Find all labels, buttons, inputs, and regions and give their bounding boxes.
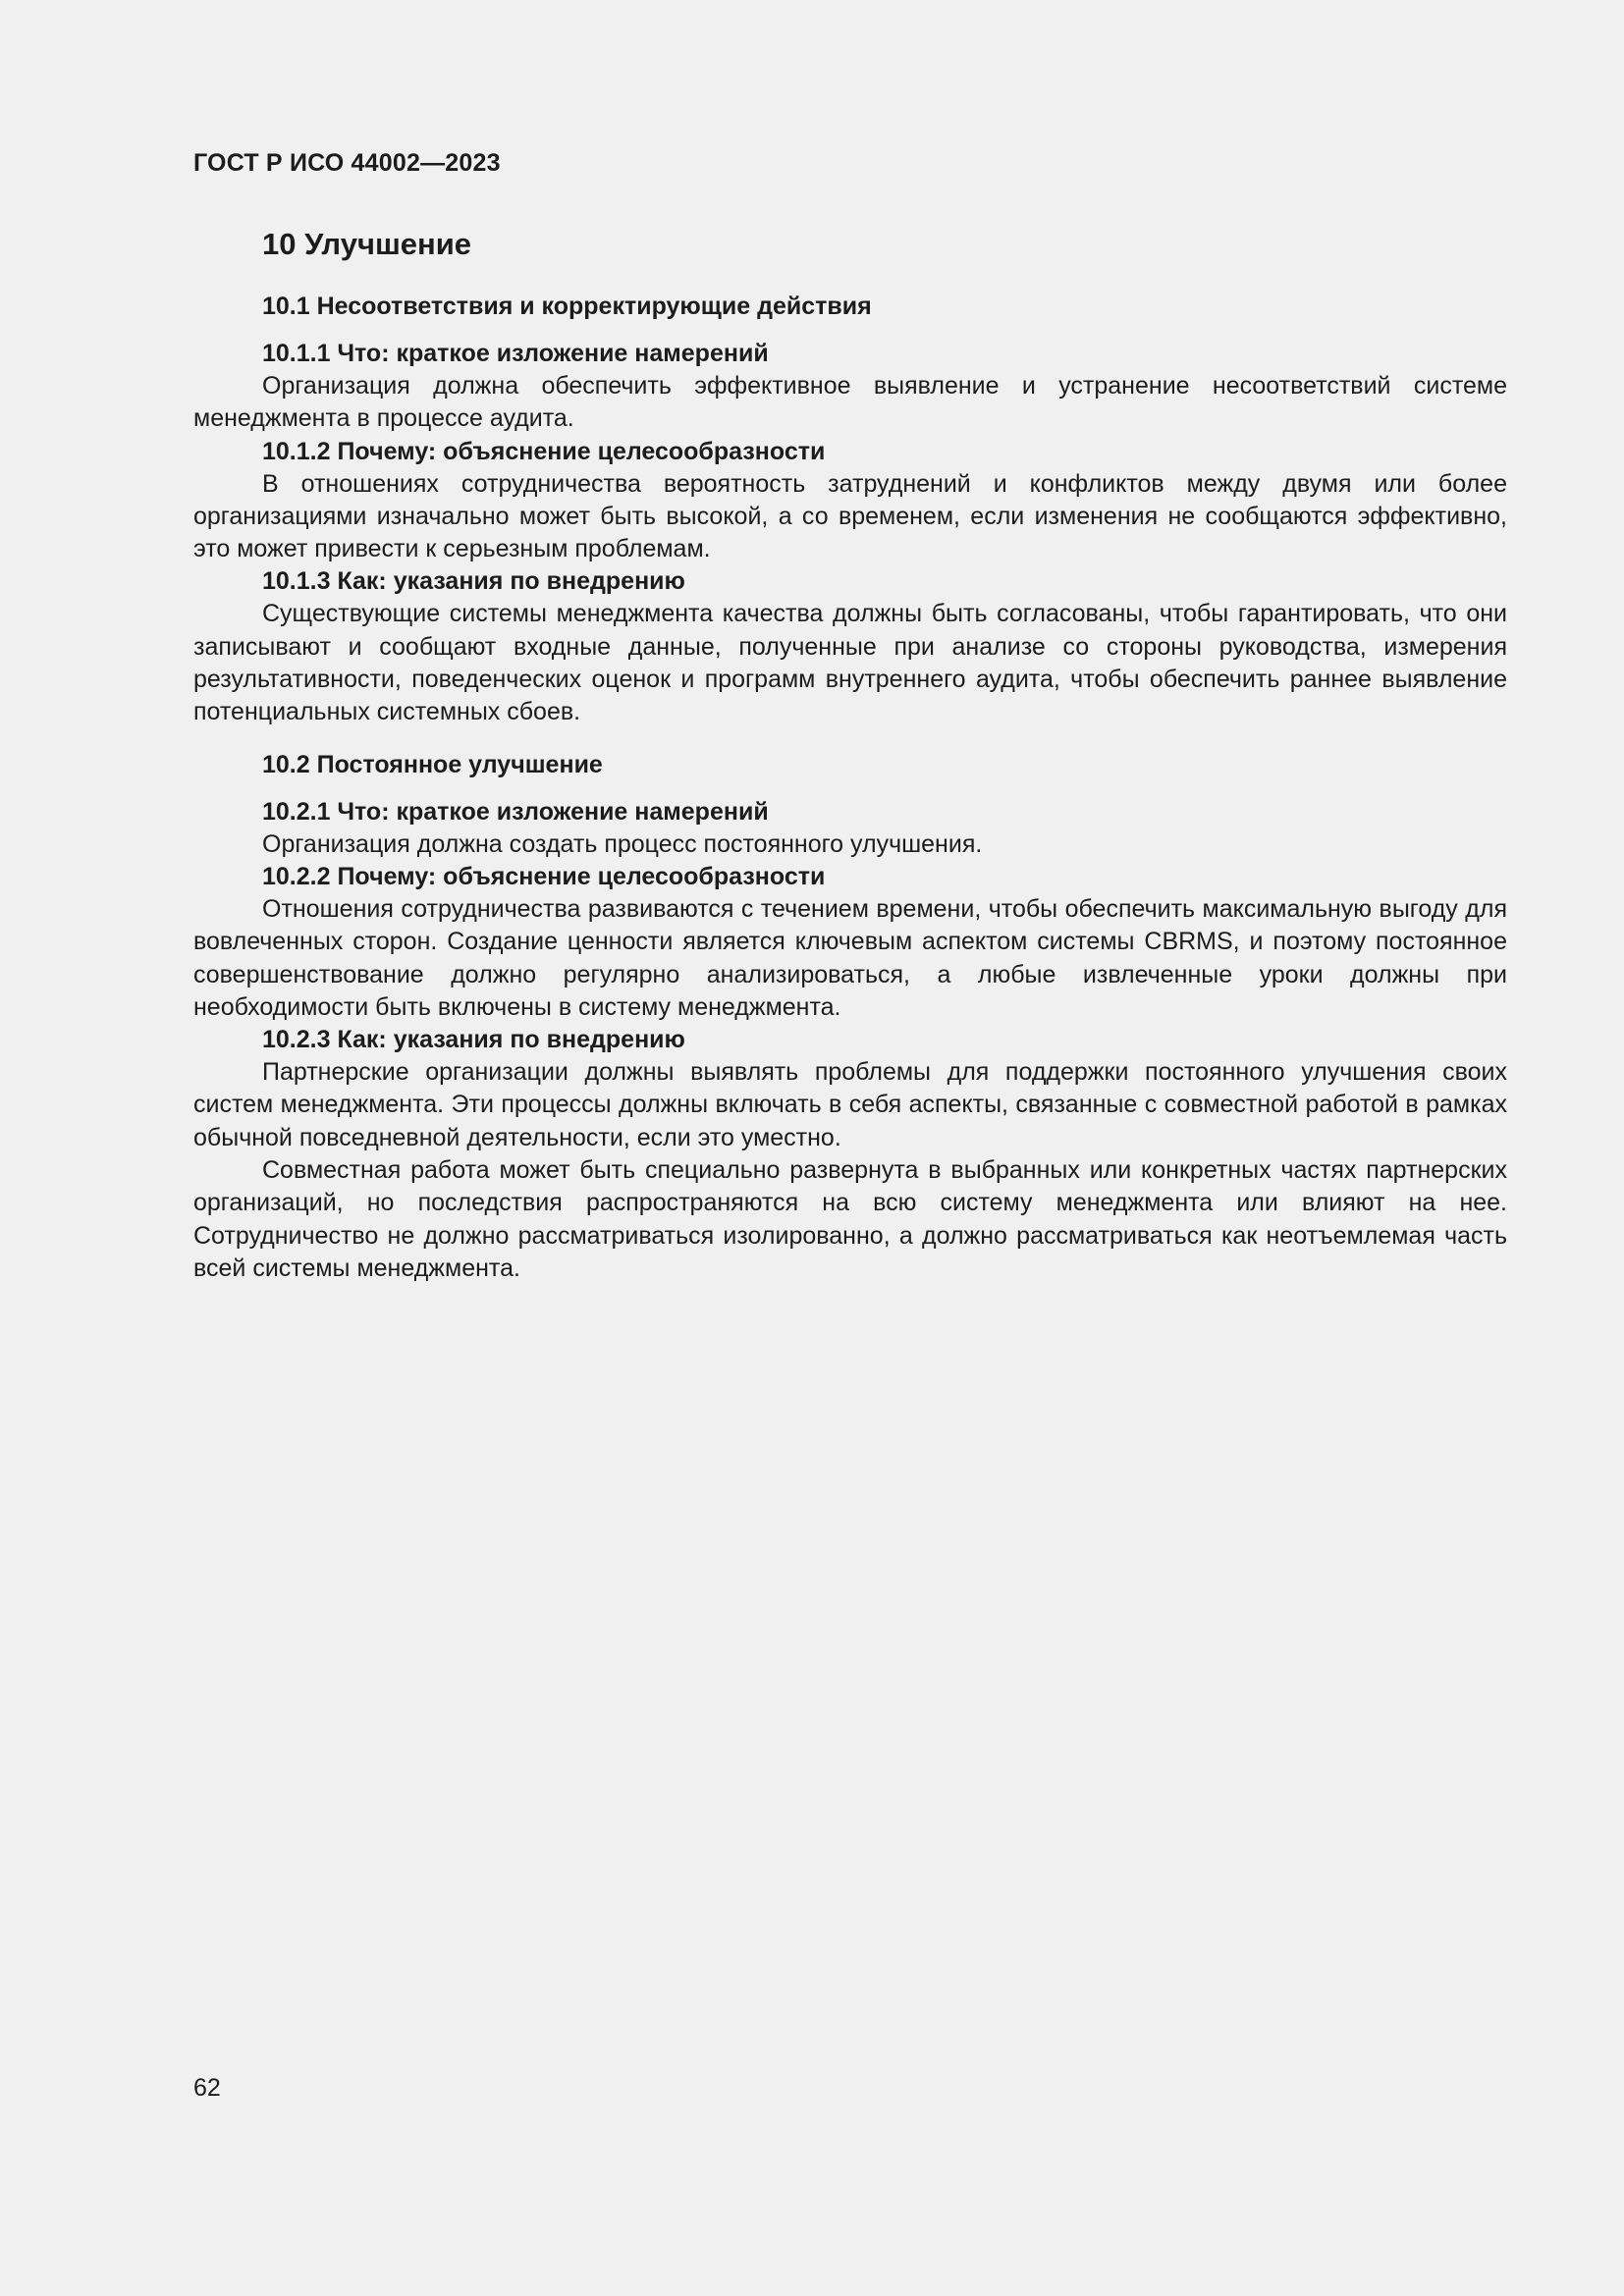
paragraph: Отношения сотрудничества развиваются с течением времени, чтобы обеспечить максимальную выгоду для вовлеченных сторон. Создание ценности является ключевым аспектом системы CBRMS, и поэтому постоянное совершенствование должно регулярно анализироваться, а любые извлеченные уроки должны при необходимости быть включены в систему менеджмента. — [193, 894, 1507, 1021]
document-body — [193, 222, 1507, 1285]
page-number: 62 — [193, 2074, 221, 2102]
paragraph: Совместная работа может быть специально развернута в выбранных или конкретных частях партнерских организаций, но последствия распространяются на всю систему менеджмента или влияют на нее. Сотрудничество не должно рассматриваться изолированно, а должно рассматриваться как неотъемлемая часть всей системы менеджмента. — [193, 1156, 1507, 1282]
document-header: ГОСТ Р ИСО 44002—2023 — [193, 149, 501, 177]
clause-heading: 10.1.1 Что: краткое изложение намерений — [262, 340, 769, 367]
paragraph: Существующие системы менеджмента качества должны быть согласованы, чтобы гарантировать, что они записывают и сообщают входные данные, полученные при анализе со стороны руководства, измерения результативности, поведенческих оценок и программ внутреннего аудита, чтобы обеспечить раннее выявление потенциальных системных сбоев. — [193, 600, 1507, 726]
clause-heading: 10.2.2 Почему: объяснение целесообразности — [262, 862, 826, 890]
subsection-heading: 10.2 Постоянное улучшение — [262, 750, 603, 778]
clause-heading: 10.1.3 Как: указания по внедрению — [262, 567, 685, 596]
paragraph: В отношениях сотрудничества вероятность затруднений и конфликтов между двумя или более организациями изначально может быть высокой, а со временем, если изменения не сообщаются эффективно, это может привести к серьезным проблемам. — [193, 469, 1507, 563]
section-heading: 10 Улучшение — [262, 227, 472, 261]
clause-heading: 10.1.2 Почему: объяснение целесообразности — [262, 437, 826, 465]
paragraph: Организация должна создать процесс постоянного улучшения. — [262, 829, 983, 858]
paragraph: Партнерские организации должны выявлять проблемы для поддержки постоянного улучшения своих систем менеджмента. Эти процессы должны включать в себя аспекты, связанные с совместной работой в рамках обычной повседневной деятельности, если это уместно. — [193, 1058, 1507, 1151]
subsection-heading: 10.1 Несоответствия и корректирующие действия — [262, 293, 872, 320]
paragraph: Организация должна обеспечить эффективное выявление и устранение несоответствий системе менеджмента в процессе аудита. — [193, 372, 1507, 433]
clause-heading: 10.2.3 Как: указания по внедрению — [262, 1026, 685, 1054]
clause-heading: 10.2.1 Что: краткое изложение намерений — [262, 797, 769, 826]
